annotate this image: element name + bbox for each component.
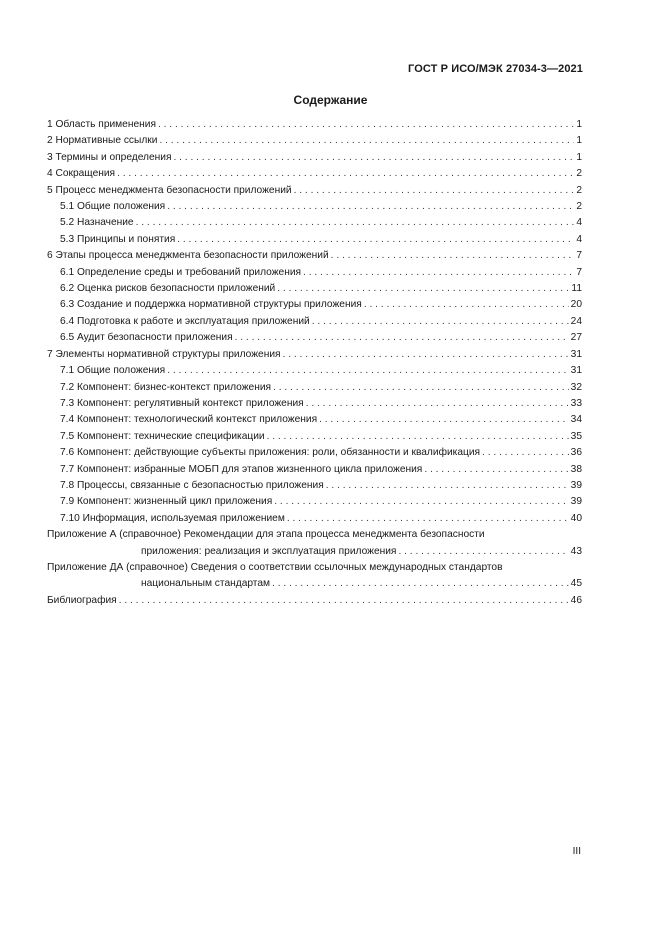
toc-entry-page: 39 bbox=[570, 479, 582, 491]
toc-entry-page: 32 bbox=[570, 381, 582, 393]
toc-entry-page: 11 bbox=[571, 283, 582, 295]
toc-entry-text: 4 Сокращения bbox=[47, 168, 116, 180]
toc-entry-text: 6.2 Оценка рисков безопасности приложений bbox=[60, 283, 276, 295]
dot-leader bbox=[267, 429, 569, 445]
toc-entry-page: 1 bbox=[576, 119, 582, 130]
toc-entry[interactable] bbox=[47, 363, 582, 379]
toc-entry[interactable] bbox=[47, 347, 582, 363]
toc-annex-da-line2: национальным стандартам bbox=[141, 578, 271, 590]
toc-entry-page: 31 bbox=[570, 365, 582, 377]
toc-entry-text: 6.5 Аудит безопасности приложения bbox=[60, 332, 233, 344]
toc-bibliography-page: 46 bbox=[570, 594, 582, 606]
dot-leader bbox=[306, 396, 569, 412]
toc-entry-page: 4 bbox=[576, 217, 582, 229]
toc-entry-text: 7.4 Компонент: технологический контекст приложения bbox=[60, 414, 318, 426]
toc-entry-text: 6.3 Создание и поддержка нормативной структуры приложения bbox=[60, 299, 362, 311]
dot-leader bbox=[283, 347, 569, 363]
toc-entry-page: 39 bbox=[570, 496, 582, 508]
toc-entry-page: 2 bbox=[576, 184, 582, 196]
toc-entry-text: 7 Элементы нормативной структуры приложения bbox=[47, 348, 281, 360]
toc-entry-text: 6.4 Подготовка к работе и эксплуатация приложений bbox=[60, 315, 310, 327]
dot-leader bbox=[294, 183, 575, 199]
toc-entry-page: 36 bbox=[570, 447, 582, 459]
dot-leader bbox=[326, 478, 569, 494]
toc-entry-text: 1 Область применения bbox=[47, 119, 156, 130]
toc-entry-text: 7.7 Компонент: избранные МОБП для этапов жизненного цикла приложения bbox=[60, 463, 423, 475]
toc-annex-da-page: 45 bbox=[570, 578, 582, 590]
toc-entry[interactable] bbox=[47, 133, 582, 149]
toc-entry[interactable] bbox=[47, 265, 582, 281]
toc-annex-a[interactable] bbox=[47, 527, 582, 560]
toc-entry[interactable] bbox=[47, 232, 582, 248]
dot-leader bbox=[167, 199, 574, 215]
dot-leader bbox=[173, 150, 574, 166]
toc-entry-page: 7 bbox=[576, 266, 582, 278]
toc-entry-text: 5 Процесс менеджмента безопасности приложений bbox=[47, 184, 292, 196]
toc-entry[interactable] bbox=[47, 281, 582, 297]
dot-leader bbox=[274, 494, 568, 510]
toc-entry[interactable] bbox=[47, 248, 582, 264]
dot-leader bbox=[167, 363, 568, 379]
toc-entry-page: 4 bbox=[576, 233, 582, 245]
toc-entry-text: 6.1 Определение среды и требований приложения bbox=[60, 266, 302, 278]
toc-annex-a-page: 43 bbox=[570, 545, 582, 557]
toc-entry[interactable] bbox=[47, 462, 582, 478]
dot-leader bbox=[277, 281, 569, 297]
toc-entry-page: 1 bbox=[576, 135, 582, 147]
toc-entry[interactable] bbox=[47, 297, 582, 313]
toc-entry-page: 33 bbox=[570, 397, 582, 409]
toc-entry-text: 5.2 Назначение bbox=[60, 217, 134, 229]
toc-entry-text: 7.3 Компонент: регулятивный контекст приложения bbox=[60, 397, 304, 409]
dot-leader bbox=[235, 330, 569, 346]
toc-entry[interactable] bbox=[47, 380, 582, 396]
toc-entry-text: 7.9 Компонент: жизненный цикл приложения bbox=[60, 496, 273, 508]
toc-entry-text: 2 Нормативные ссылки bbox=[47, 135, 158, 147]
toc-entry[interactable] bbox=[47, 199, 582, 215]
dot-leader bbox=[159, 133, 574, 149]
toc-entry-text: 3 Термины и определения bbox=[47, 151, 172, 163]
toc-entry-text: 7.6 Компонент: действующие субъекты приложения: роли, обязанности и квалификация bbox=[60, 447, 481, 459]
toc-entry-page: 27 bbox=[570, 332, 582, 344]
toc-entry[interactable] bbox=[47, 117, 582, 133]
toc-entry-page: 7 bbox=[576, 250, 582, 262]
toc-entry-page: 20 bbox=[570, 299, 582, 311]
toc-entry[interactable] bbox=[47, 494, 582, 510]
toc-entry-page: 2 bbox=[576, 168, 582, 180]
toc-entry-page: 1 bbox=[576, 151, 582, 163]
dot-leader bbox=[136, 215, 575, 231]
dot-leader bbox=[119, 593, 569, 609]
page-number: III bbox=[572, 846, 581, 857]
dot-leader bbox=[312, 314, 569, 330]
toc-entry[interactable] bbox=[47, 150, 582, 166]
toc-entry-page: 24 bbox=[570, 315, 582, 327]
dot-leader bbox=[398, 544, 568, 560]
toc-annex-da-line1: Приложение ДА (справочное) Сведения о соответствии ссылочных международных стандартов bbox=[47, 561, 503, 573]
toc-entry-page: 31 bbox=[570, 348, 582, 360]
dot-leader bbox=[177, 232, 574, 248]
toc-entry[interactable] bbox=[47, 183, 582, 199]
dot-leader bbox=[158, 117, 574, 133]
toc-entry[interactable] bbox=[47, 396, 582, 412]
toc-entry[interactable] bbox=[47, 330, 582, 346]
toc-entry-page: 38 bbox=[570, 463, 582, 475]
toc-bibliography[interactable] bbox=[47, 593, 582, 609]
toc-entry-page: 40 bbox=[570, 512, 582, 524]
toc-entry[interactable] bbox=[47, 445, 582, 461]
toc-entry-page: 35 bbox=[570, 430, 582, 442]
toc-entry-text: 7.8 Процессы, связанные с безопасностью приложения bbox=[60, 479, 324, 491]
toc-entry[interactable] bbox=[47, 429, 582, 445]
dot-leader bbox=[287, 511, 569, 527]
toc-entry-text: 7.1 Общие положения bbox=[60, 365, 166, 377]
dot-leader bbox=[117, 166, 574, 182]
toc-entry-text: 7.10 Информация, используемая приложением bbox=[60, 512, 285, 524]
toc-annex-a-line1: Приложение А (справочное) Рекомендации для этапа процесса менеджмента безопасности bbox=[47, 529, 485, 541]
toc-bibliography-text: Библиография bbox=[47, 594, 117, 606]
dot-leader bbox=[424, 462, 568, 478]
toc-entry-text: 5.3 Принципы и понятия bbox=[60, 233, 176, 245]
toc-annex-da[interactable] bbox=[47, 560, 582, 593]
toc-entry[interactable] bbox=[47, 215, 582, 231]
toc-title: Содержание bbox=[293, 93, 368, 107]
toc-entry-page: 2 bbox=[576, 201, 582, 213]
toc-entry-text: 5.1 Общие положения bbox=[60, 201, 166, 213]
dot-leader bbox=[303, 265, 574, 281]
toc-entry-text: 6 Этапы процесса менеджмента безопасности приложений bbox=[47, 250, 329, 262]
dot-leader bbox=[331, 248, 575, 264]
dot-leader bbox=[319, 412, 569, 428]
toc-entry-text: 7.5 Компонент: технические спецификации bbox=[60, 430, 265, 442]
toc-entry[interactable] bbox=[47, 166, 582, 182]
dot-leader bbox=[364, 297, 569, 313]
toc-entry[interactable] bbox=[47, 314, 582, 330]
toc-entry-text: 7.2 Компонент: бизнес-контекст приложения bbox=[60, 381, 272, 393]
document-code: ГОСТ Р ИСО/МЭК 27034-3—2021 bbox=[408, 63, 583, 75]
dot-leader bbox=[272, 576, 569, 592]
toc-annex-a-line2: приложения: реализация и эксплуатация приложения bbox=[141, 545, 397, 557]
toc-entry[interactable] bbox=[47, 511, 582, 527]
toc-entry[interactable] bbox=[47, 478, 582, 494]
table-of-contents bbox=[47, 117, 582, 609]
dot-leader bbox=[482, 445, 569, 461]
toc-entry[interactable] bbox=[47, 412, 582, 428]
dot-leader bbox=[273, 380, 569, 396]
toc-entry-page: 34 bbox=[570, 414, 582, 426]
